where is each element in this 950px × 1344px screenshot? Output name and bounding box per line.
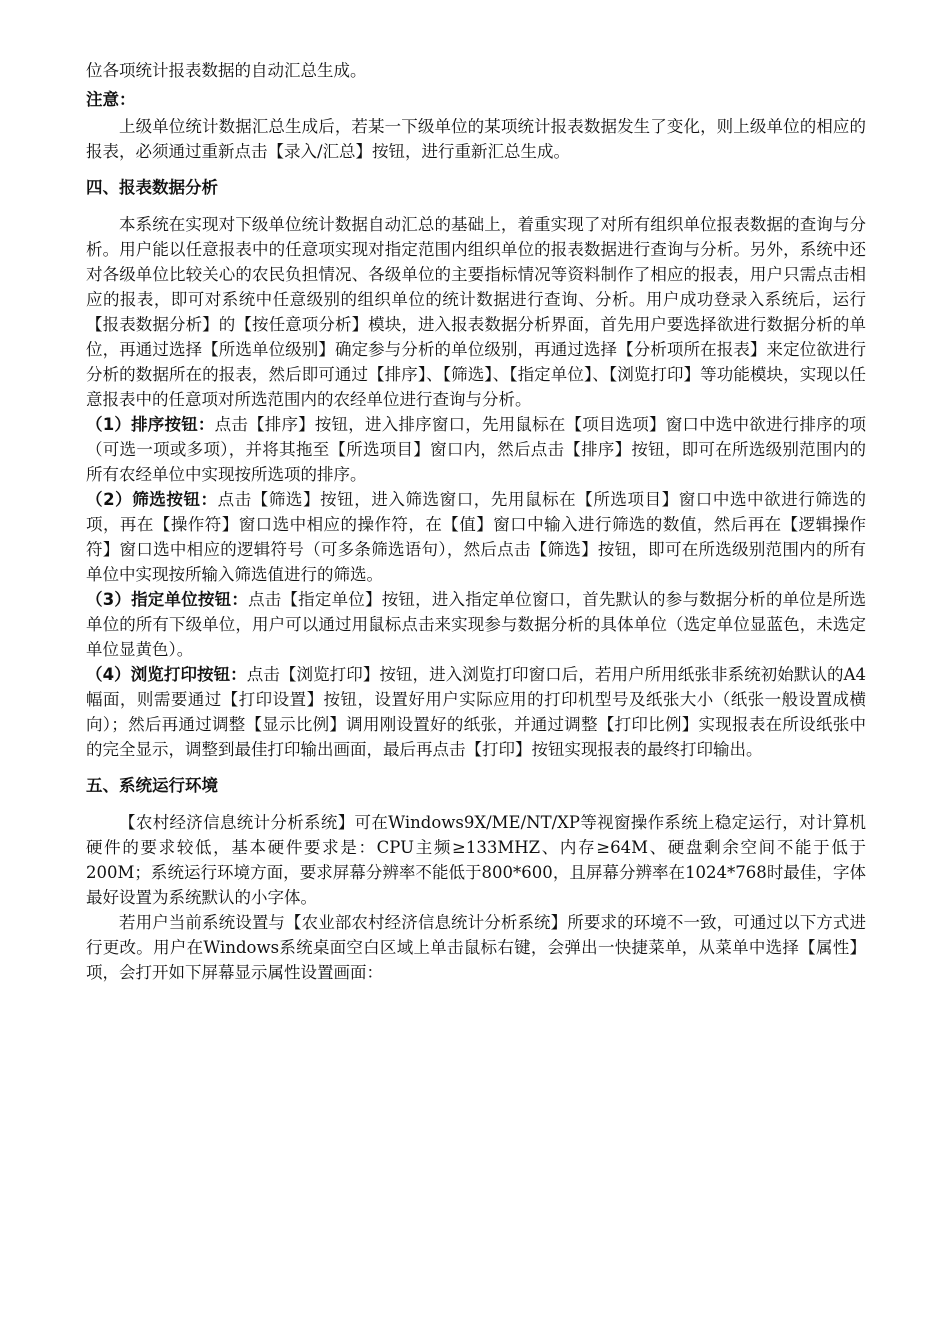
- note-label: 注意：: [86, 90, 136, 109]
- section-4-heading: 四、报表数据分析: [86, 178, 218, 197]
- browse-print-button-text: 点击【浏览打印】按钮，进入浏览打印窗口后，若用户所用纸张非系统初始默认的A4幅面，则需要通过【打印设置】按钮，设置好用户实际应用的打印机型号及纸张大小（纸张一般设置成横向）；然后再通过调整【显示比例】调用刚设置好的纸张，并通过调整【打印比例】实现报表在所设纸张中的完全显示，调整到最佳打印输出画面，最后再点击【打印】按钮实现报表的最终打印输出。: [86, 665, 866, 759]
- specify-unit-button-description: [86, 587, 866, 662]
- section-5-heading: 五、系统运行环境: [86, 776, 218, 795]
- sort-button-text: 点击【排序】按钮，进入排序窗口，先用鼠标在【项目选项】窗口中选中欲进行排序的项（可选一项或多项），并将其拖至【所选项目】窗口内，然后点击【排序】按钮，即可在所选级别范围内的所有农经单位中实现按所选项的排序。: [86, 415, 867, 484]
- section-5-paragraph-1: 【农村经济信息统计分析系统】可在Windows9X/ME/NT/XP等视窗操作系统上稳定运行，对计算机硬件的要求较低，基本硬件要求是：CPU主频≥133MHZ、内存≥64M、硬盘剩余空间不能于低于200M；系统运行环境方面，要求屏幕分辨率不能低于800*600，且屏幕分辨率在1024*768时最佳，字体最好设置为系统默认的小字体。: [86, 813, 866, 907]
- sort-button-description: [86, 412, 866, 487]
- filter-button-text: 点击【筛选】按钮，进入筛选窗口，先用鼠标在【所选项目】窗口中选中欲进行筛选的项，再在【操作符】窗口选中相应的操作符，在【值】窗口中输入进行筛选的数值，然后再在【逻辑操作符】窗口选中相应的逻辑符号（可多条筛选语句），然后点击【筛选】按钮，即可在所选级别范围内的所有单位中实现按所输入筛选值进行的筛选。: [86, 490, 866, 584]
- section-4-body: 本系统在实现对下级单位统计数据自动汇总的基础上，着重实现了对所有组织单位报表数据的查询与分析。用户能以任意报表中的任意项实现对指定范围内组织单位的报表数据进行查询与分析。另外，系统中还对各级单位比较关心的农民负担情况、各级单位的主要指标情况等资料制作了相应的报表，用户只需点击相应的报表，即可对系统中任意级别的组织单位的统计数据进行查询、分析。用户成功登录入系统后，运行【报表数据分析】的【按任意项分析】模块，进入报表数据分析界面，首先用户要选择欲进行数据分析的单位，再通过选择【所选单位级别】确定参与分析的单位级别，再通过选择【分析项所在报表】来定位欲进行分析的数据所在的报表，然后即可通过【排序】、【筛选】、【指定单位】、【浏览打印】等功能模块，实现以任意报表中的任意项对所选范围内的农经单位进行查询与分析。: [86, 215, 866, 409]
- browse-print-button-description: [86, 662, 866, 762]
- intro-tail-paragraph: 位各项统计报表数据的自动汇总生成。: [86, 61, 367, 80]
- section-5-paragraph-2: 若用户当前系统设置与【农业部农村经济信息统计分析系统】所要求的环境不一致，可通过以下方式进行更改。用户在Windows系统桌面空白区域上单击鼠标右键，会弹出一快捷菜单，从菜单中选择【属性】项，会打开如下屏幕显示属性设置画面：: [86, 913, 866, 982]
- browse-print-button-lead: （4）浏览打印按钮：: [86, 665, 247, 684]
- filter-button-lead: （2）筛选按钮：: [86, 490, 218, 509]
- filter-button-description: [86, 487, 866, 587]
- specify-unit-button-text: 点击【指定单位】按钮，进入指定单位窗口，首先默认的参与数据分析的单位是所选单位的所有下级单位，用户可以通过用鼠标点击来实现参与数据分析的具体单位（选定单位显蓝色，未选定单位显黄色）。: [86, 590, 867, 659]
- document-page: [86, 58, 866, 985]
- sort-button-lead: （1）排序按钮：: [86, 415, 215, 434]
- specify-unit-button-lead: （3）指定单位按钮：: [86, 590, 249, 609]
- note-paragraph: 上级单位统计数据汇总生成后，若某一下级单位的某项统计报表数据发生了变化，则上级单位的相应的报表，必须通过重新点击【录入/汇总】按钮，进行重新汇总生成。: [86, 117, 866, 161]
